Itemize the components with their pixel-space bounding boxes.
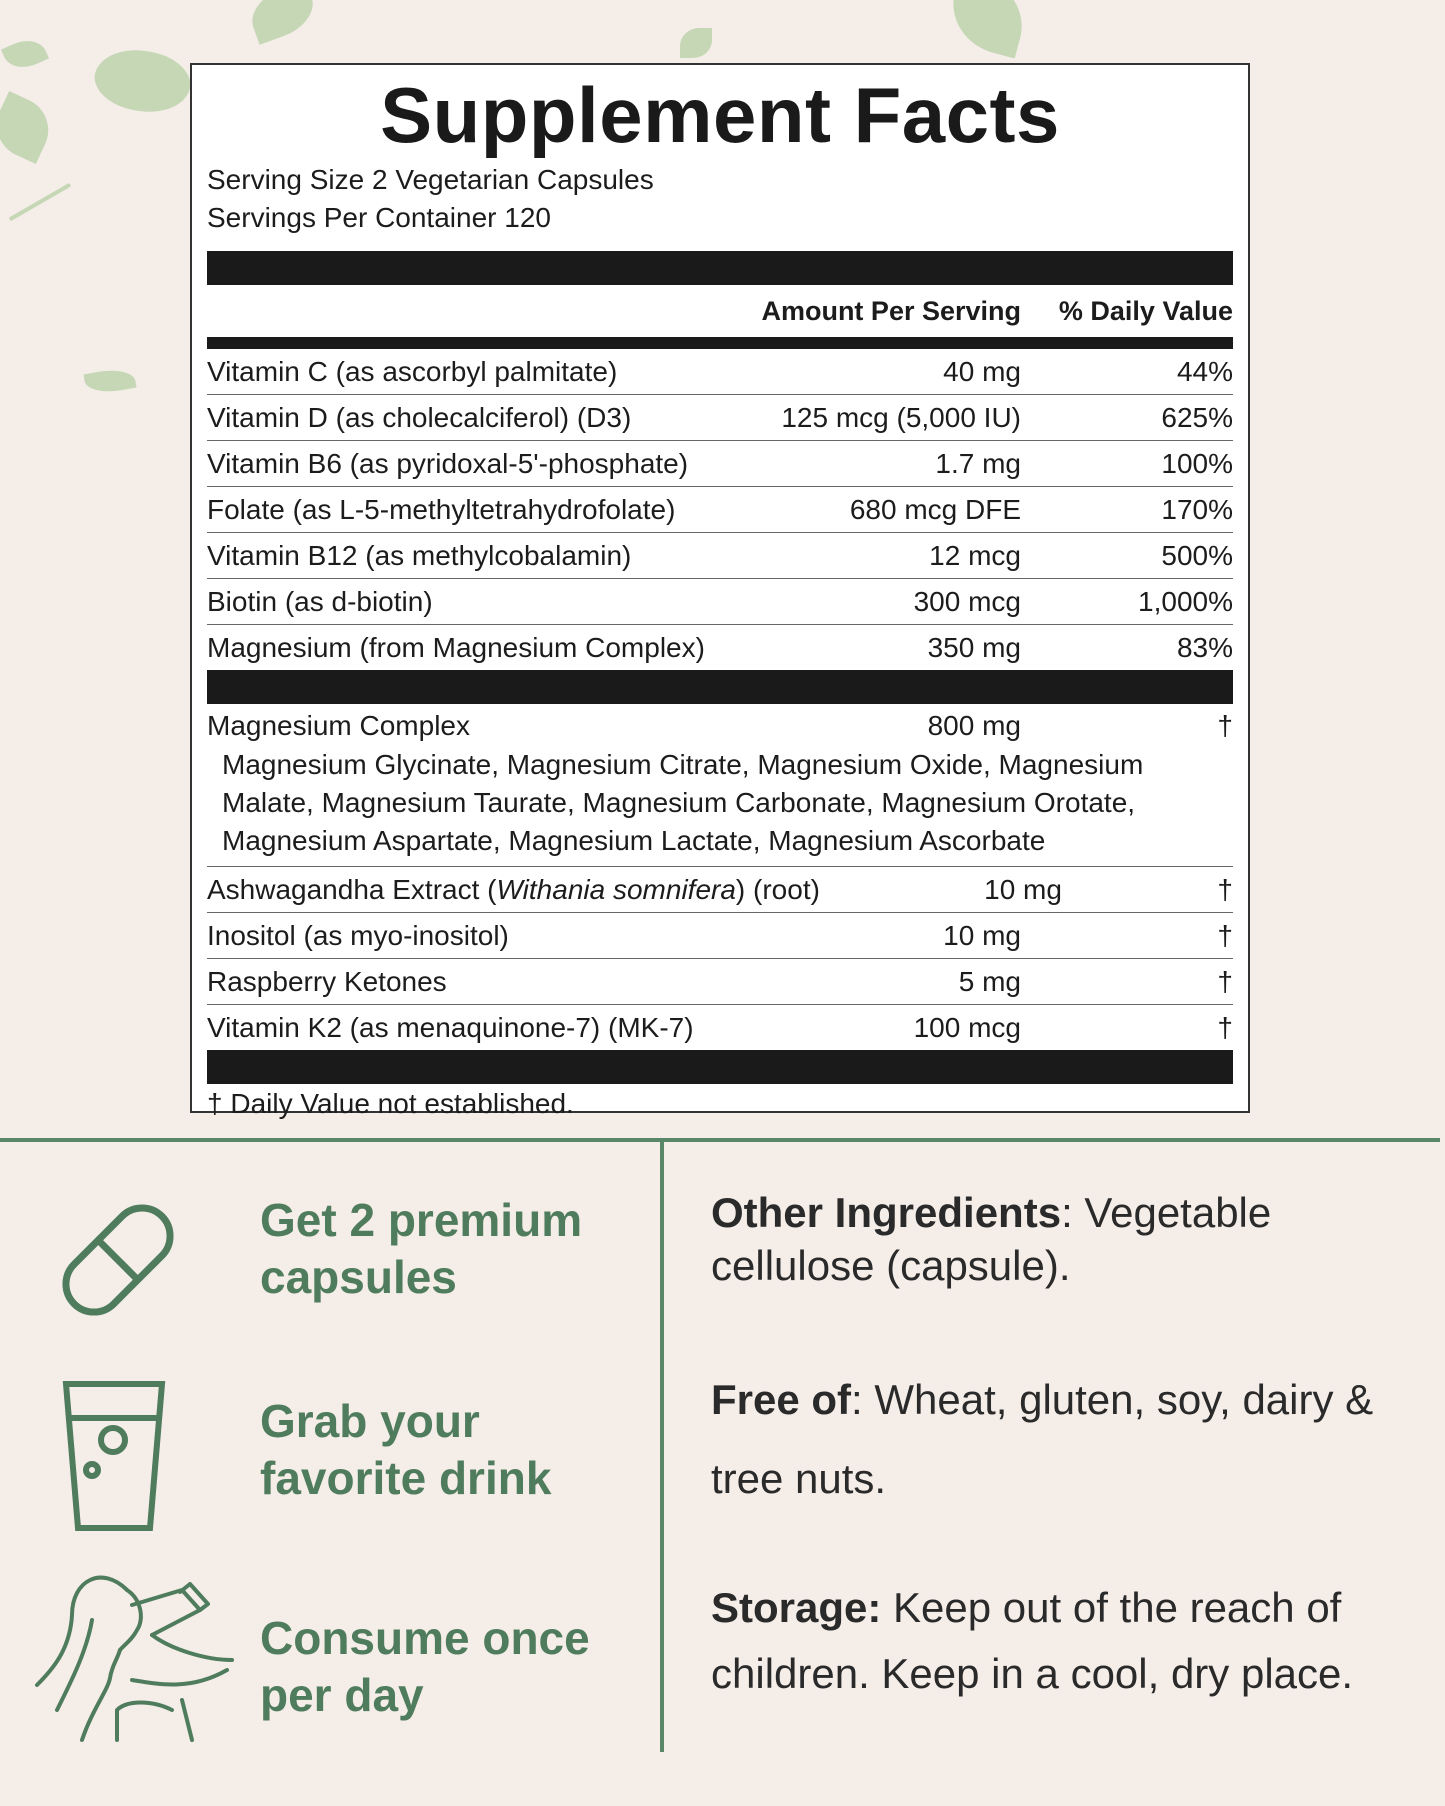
nutrient-name: Vitamin D (as cholecalciferol) (D3) (207, 401, 632, 433)
glass-icon (58, 1378, 170, 1534)
leaf-decoration (244, 0, 320, 45)
nutrient-name: Vitamin K2 (as menaquinone-7) (MK-7) (207, 1011, 694, 1043)
leaf-decoration (680, 28, 712, 58)
nutrient-amount: 1.7 mg (935, 447, 1021, 479)
table-row (207, 395, 1233, 441)
leaf-decoration (1, 33, 49, 75)
column-headers (207, 285, 1233, 337)
nutrient-dv: 625% (1161, 401, 1233, 433)
other-ingredients-label: Other Ingredients (711, 1189, 1062, 1236)
header-amount: Amount Per Serving (761, 295, 1021, 326)
nutrient-amount: 10 mg (943, 919, 1021, 951)
table-row (207, 579, 1233, 625)
nutrient-dv: † (1217, 919, 1233, 951)
nutrient-amount: 12 mcg (929, 539, 1021, 571)
table-row (207, 625, 1233, 670)
nutrient-name: Vitamin C (as ascorbyl palmitate) (207, 355, 618, 387)
nutrient-dv: † (1217, 873, 1233, 905)
table-row (207, 349, 1233, 395)
nutrient-amount: 800 mg (927, 710, 1021, 741)
nutrient-amount: 5 mg (958, 965, 1021, 997)
divider-bar (207, 337, 1233, 349)
step-text: Consume once per day (260, 1612, 590, 1721)
column-divider (660, 1140, 664, 1752)
leaf-decoration (9, 183, 72, 221)
nutrient-amount: 350 mg (927, 631, 1021, 663)
panel-title: Supplement Facts (380, 71, 1060, 159)
vitamin-rows (207, 349, 1233, 670)
nutrient-dv: † (1217, 710, 1233, 741)
storage (711, 1575, 1431, 1707)
storage-text: Keep out of the reach of children. Keep in a cool, dry place. (711, 1584, 1354, 1697)
nutrient-dv: † (1217, 965, 1233, 997)
servings-per-container: Servings Per Container 120 (207, 202, 551, 233)
nutrient-amount: 100 mcg (913, 1011, 1021, 1043)
nutrient-name: Inositol (as myo-inositol) (207, 919, 509, 951)
divider-bar (207, 670, 1233, 704)
nutrient-name: Ashwagandha Extract (Withania somnifera) (root) (207, 873, 820, 905)
section-divider (0, 1138, 1440, 1142)
nutrient-name: Biotin (as d-biotin) (207, 585, 433, 617)
table-row (207, 533, 1233, 579)
capsule-icon (48, 1190, 188, 1330)
nutrient-amount: 300 mcg (913, 585, 1021, 617)
table-row (207, 487, 1233, 533)
nutrient-name: Raspberry Ketones (207, 965, 447, 997)
table-row (207, 1005, 1233, 1050)
step-text: Grab your favorite drink (260, 1395, 552, 1504)
table-row (207, 867, 1233, 913)
nutrient-amount: 680 mcg DFE (849, 493, 1021, 525)
free-of-label: Free of (711, 1376, 852, 1423)
nutrient-dv: 500% (1161, 539, 1233, 571)
nutrient-dv: † (1217, 1011, 1233, 1043)
nutrient-amount: 125 mcg (5,000 IU) (781, 401, 1021, 433)
nutrient-dv: 44% (1176, 355, 1233, 387)
nutrient-name: Folate (as L-5-methyltetrahydrofolate) (207, 493, 676, 525)
table-row (207, 441, 1233, 487)
footnote: † Daily Value not established. (207, 1088, 574, 1119)
other-ingredients-text: : Vegetable cellulose (capsule). (711, 1189, 1272, 1289)
complex-ingredients: Magnesium Glycinate, Magnesium Citrate, Magnesium Oxide, Magnesium Malate, Magnesium Taurate, Magnesium Carbonate, Magnesium Orotate, Magnesium Aspartate, Magnesium Lactate, Magnesium Ascorbate (222, 749, 1144, 856)
supplement-facts-panel (190, 63, 1250, 1119)
leaf-decoration (0, 91, 59, 164)
leaf-decoration (88, 37, 198, 125)
nutrient-name: Magnesium Complex (207, 710, 470, 741)
free-of (711, 1360, 1431, 1518)
step-text: Get 2 premium capsules (260, 1194, 583, 1303)
nutrient-dv: 170% (1161, 493, 1233, 525)
storage-label: Storage: (711, 1584, 882, 1631)
woman-drinking-icon (32, 1560, 242, 1745)
nutrient-dv: 83% (1176, 631, 1233, 663)
header-daily-value: % Daily Value (1058, 295, 1233, 326)
nutrient-amount: 40 mg (943, 355, 1021, 387)
nutrient-dv: 1,000% (1138, 585, 1233, 617)
nutrient-name: Vitamin B12 (as methylcobalamin) (207, 539, 632, 571)
nutrient-name: Magnesium (from Magnesium Complex) (207, 631, 705, 663)
nutrient-name: Vitamin B6 (as pyridoxal-5'-phosphate) (207, 447, 689, 479)
divider-bar (207, 251, 1233, 285)
table-row (207, 913, 1233, 959)
table-row (207, 959, 1233, 1005)
leaf-decoration (942, 0, 1033, 59)
divider-bar (207, 1050, 1233, 1084)
nutrient-dv: 100% (1161, 447, 1233, 479)
magnesium-complex-block (207, 704, 1233, 867)
nutrient-amount: 10 mg (984, 873, 1062, 905)
free-of-text: : Wheat, gluten, soy, dairy & tree nuts. (711, 1376, 1374, 1502)
serving-size: Serving Size 2 Vegetarian Capsules (207, 164, 654, 195)
other-ingredients (711, 1186, 1431, 1292)
leaf-decoration (83, 366, 136, 396)
table-row (207, 706, 1233, 746)
